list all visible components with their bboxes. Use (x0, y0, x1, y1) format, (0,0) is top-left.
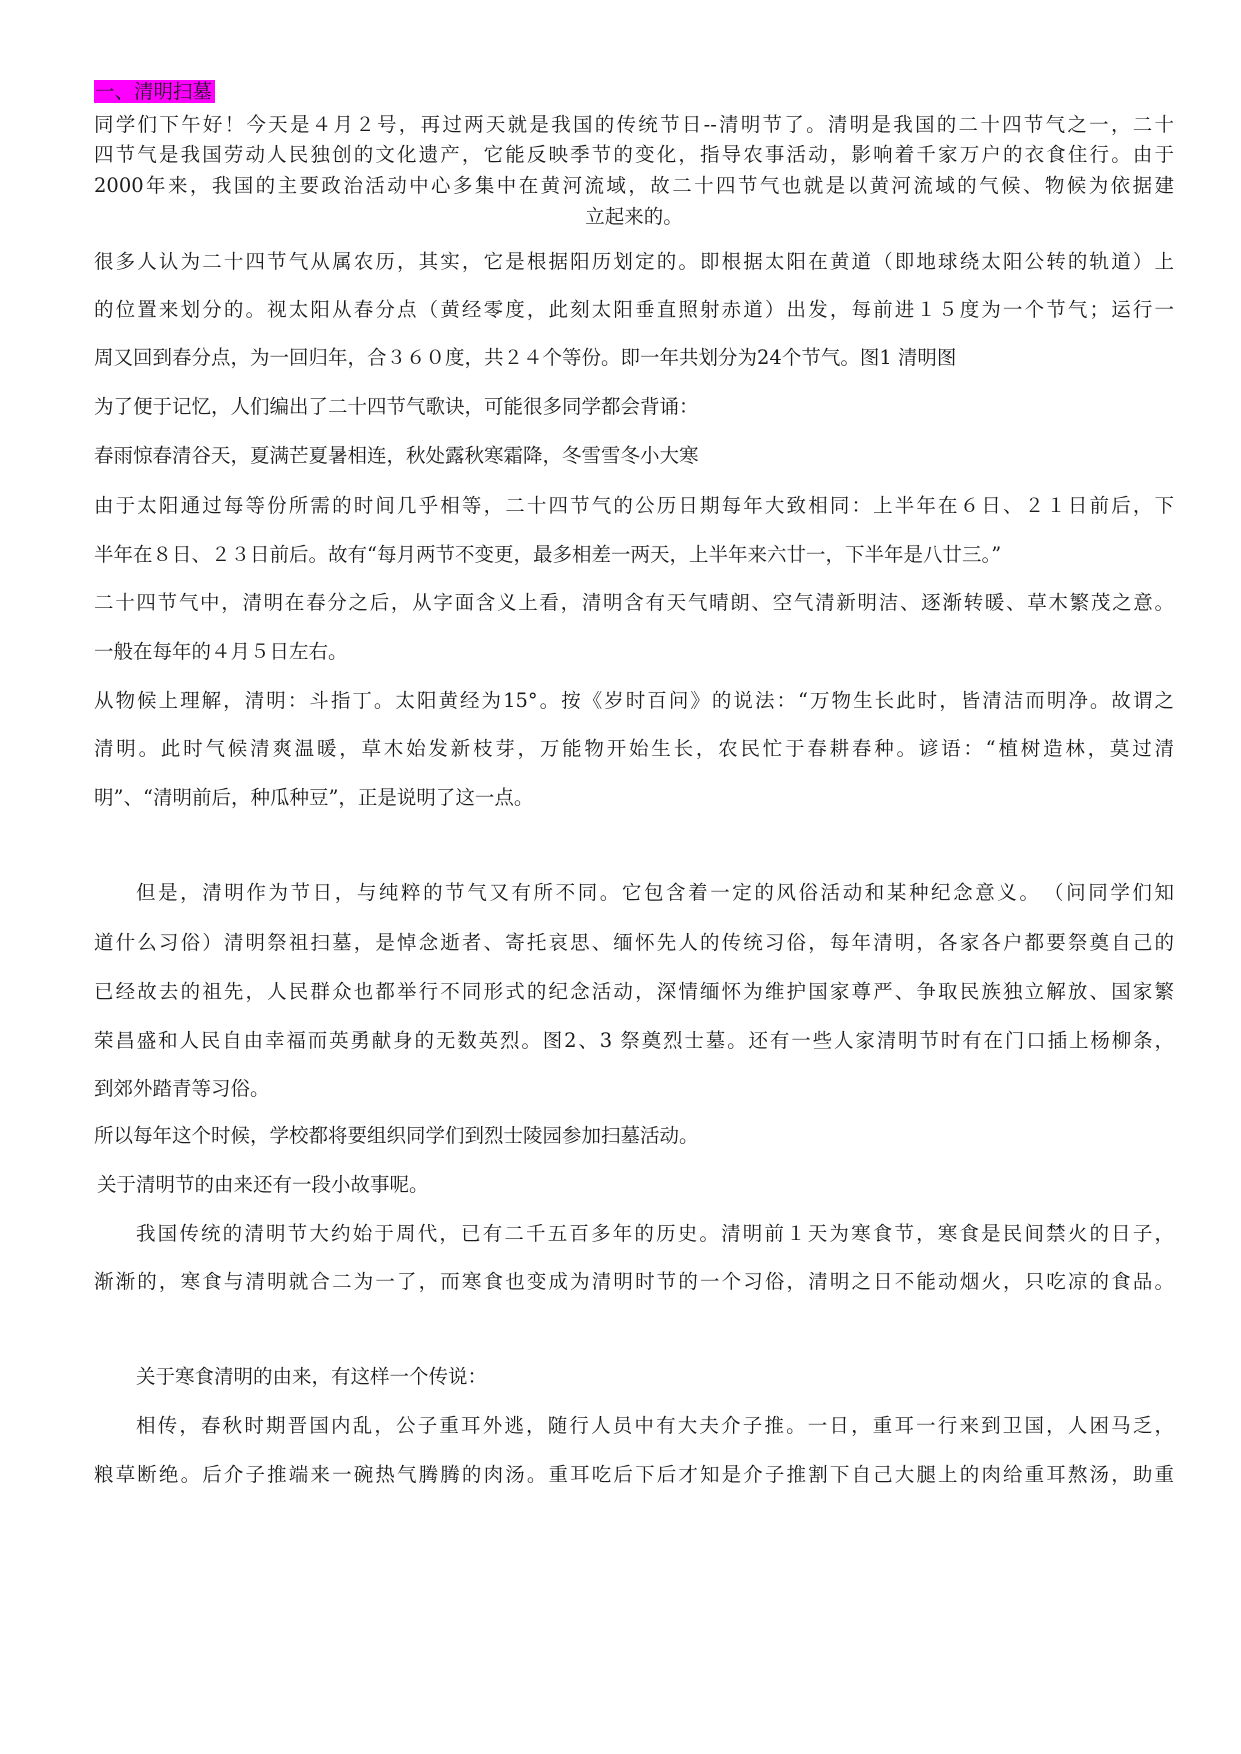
text-line: 相传，春秋时期晋国内乱，公子重耳外逃，随行人员中有大夫介子推。一日，重耳一行来到卫国，人困马乏， (136, 1414, 1174, 1437)
text-line: 但是，清明作为节日，与纯粹的节气又有所不同。它包含着一定的风俗活动和某种纪念意义。 （问同学们知 (136, 881, 1174, 904)
text-line: 的位置来划分的。视太阳从春分点（黄经零度，此刻太阳垂直照射赤道）出发，每前进１５度为一个节气；运行一 (94, 298, 1174, 321)
text-line: 由于太阳通过每等份所需的时间几乎相等，二十四节气的公历日期每年大致相同：上半年在６日、２１日前后，下 (94, 494, 1174, 517)
text-line: 为了便于记忆，人们编出了二十四节气歌诀，可能很多同学都会背诵： (94, 395, 699, 418)
text-line: 清明。此时气候清爽温暖，草木始发新枝芽，万能物开始生长，农民忙于春耕春种。谚语：“植树造林，莫过清 (94, 737, 1174, 760)
section-heading (94, 77, 1174, 107)
text-line: 粮草断绝。后介子推端来一碗热气腾腾的肉汤。重耳吃后下后才知是介子推割下自己大腿上的肉给重耳熬汤，助重 (94, 1463, 1174, 1486)
text-line: 很多人认为二十四节气从属农历，其实，它是根据阳历划定的。即根据太阳在黄道（即地球绕太阳公转的轨道）上 (94, 250, 1174, 273)
text-line: 已经故去的祖先，人民群众也都举行不同形式的纪念活动，深情缅怀为维护国家尊严、争取民族独立解放、国家繁 (94, 980, 1174, 1003)
text-line: 春雨惊春清谷天，夏满芒夏暑相连，秋处露秋寒霜降，冬雪雪冬小大寒 (94, 444, 699, 467)
text-line: 立起来的。 (585, 205, 683, 228)
text-line: 渐渐的，寒食与清明就合二为一了，而寒食也变成为清明时节的一个习俗，清明之日不能动烟火，只吃凉的食品。 (94, 1270, 1174, 1293)
text-line: 周又回到春分点，为一回归年，合３６０度，共２４个等份。即一年共划分为24个节气。图1 清明图 (94, 346, 957, 369)
heading-highlight: 一、清明扫墓 (94, 80, 215, 103)
text-line: 四节气是我国劳动人民独创的文化遗产，它能反映季节的变化，指导农事活动，影响着千家万户的衣食住行。由于 (94, 143, 1174, 166)
text-line: 明”、“清明前后，种瓜种豆”，正是说明了这一点。 (94, 786, 534, 809)
text-line: 所以每年这个时候，学校都将要组织同学们到烈士陵园参加扫墓活动。 (94, 1124, 699, 1147)
text-line: 关于清明节的由来还有一段小故事呢。 (97, 1173, 429, 1196)
text-line: 同学们下午好！今天是４月２号，再过两天就是我国的传统节日--清明节了。清明是我国的二十四节气之一，二十 (94, 113, 1174, 136)
text-line: 半年在８日、２３日前后。故有“每月两节不变更，最多相差一两天，上半年来六廿一，下半年是八廿三。” (94, 543, 1002, 566)
text-line: 关于寒食清明的由来，有这样一个传说： (136, 1365, 488, 1388)
text-line: 我国传统的清明节大约始于周代，已有二千五百多年的历史。清明前１天为寒食节，寒食是民间禁火的日子， (136, 1222, 1174, 1245)
text-line: 从物候上理解，清明：斗指丁。太阳黄经为15°。按《岁时百问》的说法：“万物生长此时，皆清洁而明净。故谓之 (94, 689, 1174, 712)
text-line: 二十四节气中，清明在春分之后，从字面含义上看，清明含有天气晴朗、空气清新明洁、逐渐转暖、草木繁茂之意。 (94, 591, 1174, 614)
text-line: 荣昌盛和人民自由幸福而英勇献身的无数英烈。图2、3 祭奠烈士墓。还有一些人家清明节时有在门口插上杨柳条， (94, 1029, 1174, 1052)
text-line: 一般在每年的４月５日左右。 (94, 640, 348, 663)
text-line: 2000年来，我国的主要政治活动中心多集中在黄河流域，故二十四节气也就是以黄河流域的气候、物候为依据建 (94, 174, 1174, 197)
text-line: 到郊外踏青等习俗。 (94, 1077, 270, 1100)
text-line: 道什么习俗）清明祭祖扫墓，是悼念逝者、寄托哀思、缅怀先人的传统习俗，每年清明，各家各户都要祭奠自己的 (94, 931, 1174, 954)
